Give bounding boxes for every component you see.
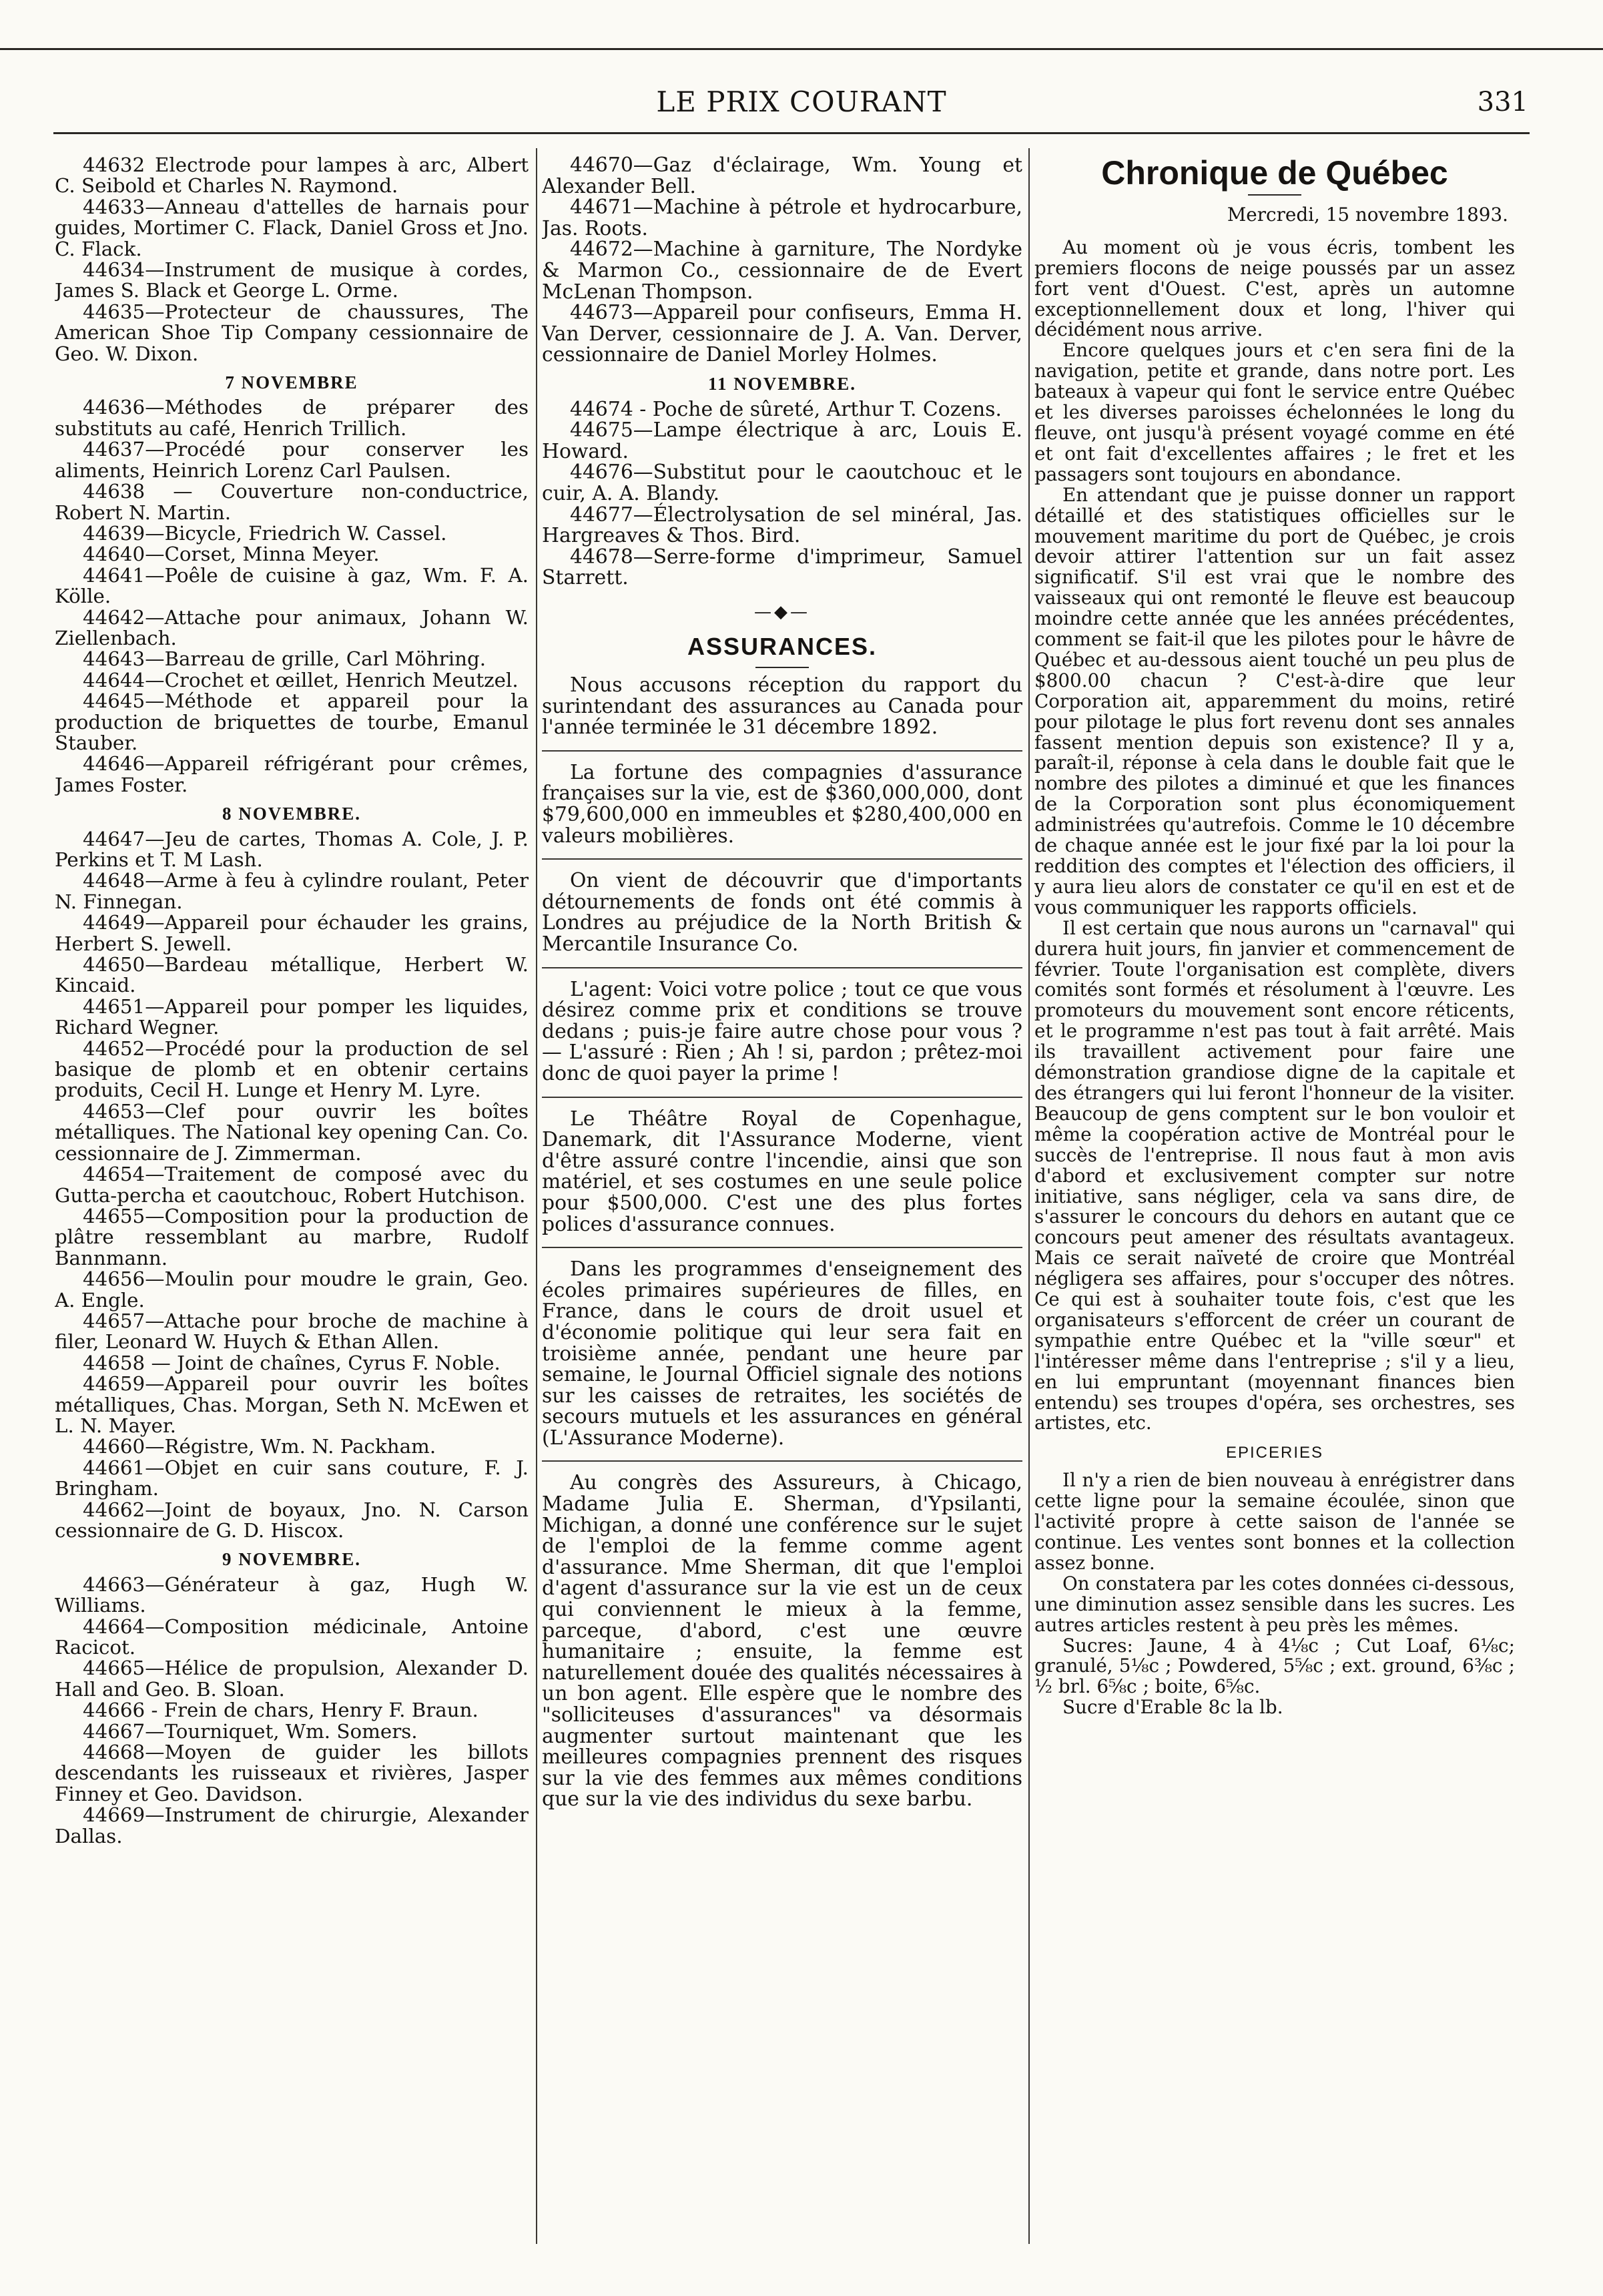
patent-entry: 44655—Composition pour la production de plâtre ressemblant au marbre, Rudolf Bannmann.	[55, 1204, 529, 1269]
patent-entry: 44653—Clef pour ouvrir les boîtes métalliques. The National key opening Can. Co. cessionnaire de J. Zimmerman.	[55, 1099, 529, 1165]
patent-entry: 44663—Générateur à gaz, Hugh W. Williams.	[55, 1572, 529, 1617]
page-top-rule	[0, 48, 1603, 50]
header-rule	[53, 132, 1530, 134]
article-paragraph: Encore quelques jours et c'en sera fini de la navigation, petite et grande, dans notre port. Les bateaux à vapeur qui font le service entre Québec et les diverses paroisses échelonnées le long du fleuve, ont jusqu'à présent voyagé comme en été et ont fait d'excellentes affaires ; le fret et les passagers sont toujours en abondance.	[1034, 339, 1515, 485]
title-rule	[1248, 194, 1301, 196]
patent-list-nov8	[55, 829, 529, 1542]
patent-entry: 44665—Hélice de propulsion, Alexander D. Hall and Geo. B. Sloan.	[55, 1657, 529, 1701]
page-number: 331	[1477, 87, 1528, 117]
date-heading: 9 NOVEMBRE.	[222, 1549, 361, 1570]
patent-entry: 44666 - Frein de chars, Henry F. Braun.	[83, 1699, 478, 1722]
patent-entry: 44646—Appareil réfrigérant pour crêmes, James Foster.	[55, 752, 529, 796]
patent-entry: 44669—Instrument de chirurgie, Alexander Dallas.	[55, 1803, 529, 1847]
patent-entry: 44648—Arme à feu à cylindre roulant, Peter N. Finnegan.	[55, 869, 529, 913]
running-head: LE PRIX COURANT	[656, 85, 947, 118]
news-item: La fortune des compagnies d'assurance françaises sur la vie, est de $360,000,000, dont $79,600,000 en immeubles et $280,400,000 en valeurs mobilières.	[542, 760, 1022, 848]
patent-entry: 44636—Méthodes de préparer des substituts au café, Henrich Trillich.	[55, 396, 529, 440]
patent-entry: 44639—Bicycle, Friedrich W. Cassel.	[83, 521, 447, 545]
dateline: Mercredi, 15 novembre 1893.	[1227, 203, 1508, 226]
news-item: L'agent: Voici votre police ; tout ce que vous désirez comme prix et conditions se trouve dedans ; puis-je faire autre chose pour vous ? — L'assuré : Rien ; Ah ! si, pardon ; prêtez-moi donc de quoi payer la prime !	[542, 977, 1022, 1085]
patent-entry: 44673—Appareil pour confiseurs, Emma H. Van Derver, cessionnaire de J. A. Van. Derver, cessionnaire de Daniel Morley Holmes.	[542, 301, 1022, 367]
column-rule-left	[536, 148, 537, 2244]
patent-entry: 44667—Tourniquet, Wm. Somers.	[83, 1719, 418, 1743]
section-ornament: —◆—	[754, 601, 810, 622]
patents-column-left	[55, 155, 529, 2244]
patent-entry: 44671—Machine à pétrole et hydrocarbure, Jas. Roots.	[542, 196, 1022, 240]
patent-entry: 44676—Substitut pour le caoutchouc et le cuir, A. A. Blandy.	[542, 461, 1022, 505]
chronique-body	[1034, 238, 1515, 1434]
patent-entry: 44642—Attache pour animaux, Johann W. Ziellenbach.	[55, 605, 529, 649]
article-paragraph: Au moment où je vous écris, tombent les premiers flocons de neige poussés par un assez fort vent d'Ouest. C'est, après un automne exceptionnellement doux et long, l'hiver qui décidément nous arrive.	[1034, 236, 1515, 341]
price-list: Sucres: Jaune, 4 à 4⅛c ; Cut Loaf, 6⅛c; granulé, 5⅛c ; Powdered, 5⅝c ; ext. ground, 6⅜c ; ½ brl. 6⅝c ; boite, 6⅝c.	[1034, 1634, 1515, 1698]
patent-entry: 44637—Procédé pour conserver les aliments, Heinrich Lorenz Carl Paulsen.	[55, 438, 529, 482]
patent-entry: 44662—Joint de boyaux, Jno. N. Carson cessionnaire de G. D. Hiscox.	[55, 1498, 529, 1542]
patent-entry: 44652—Procédé pour la production de sel basique de plomb et en obtenir certains produits, Cecil H. Lunge et Henry M. Lyre.	[55, 1037, 529, 1102]
patent-entry: 44651—Appareil pour pomper les liquides, Richard Wegner.	[55, 994, 529, 1039]
patent-list-nov11	[542, 399, 1022, 589]
epiceries-body	[1034, 1470, 1515, 1718]
patent-list-nov9	[55, 1574, 529, 1847]
patent-entry: 44634—Instrument de musique à cordes, James S. Black et George L. Orme.	[55, 258, 529, 302]
patent-entry: 44677—Électrolysation de sel minéral, Jas. Hargreaves & Thos. Bird.	[542, 503, 1022, 548]
patent-entry: 44672—Machine à garniture, The Nordyke & Marmon Co., cessionnaire de de Evert McLenan Thompson.	[542, 238, 1022, 304]
patent-list-continued	[542, 155, 1022, 366]
item-divider	[542, 1097, 1022, 1098]
patent-entry: 44656—Moulin pour moudre le grain, Geo. A. Engle.	[55, 1267, 529, 1312]
patent-entry: 44674 - Poche de sûreté, Arthur T. Cozens.	[570, 397, 1002, 421]
patent-entry: 44635—Protecteur de chaussures, The American Shoe Tip Company cessionnaire de Geo. W. Dixon.	[55, 300, 529, 365]
patent-entry: 44670—Gaz d'éclairage, Wm. Young et Alexander Bell.	[542, 155, 1022, 198]
section-title-assurances: ASSURANCES.	[687, 633, 878, 661]
article-paragraph: En attendant que je puisse donner un rapport détaillé et des statistiques officielles sur le mouvement maritime du port de Québec, je crois devoir attirer l'attention sur un fait assez significatif. S'il est vrai que le nombre des vaisseaux qui ont remonté le fleuve est beaucoup moindre cette année que les années précédentes, comment se fait-il que les pilotes pour le hâvre de Québec et au-dessous aient touché un peu plus de $800.00 chacun ? C'est-à-dire que leur Corporation ait, apparemment du moins, retiré pour pilotage le plus fort revenu dont ses annales fassent mention depuis son existence? Il y a, paraît-il, réponse à cela dans le double fait que le nombre des pilotes a diminué et que les finances de la Corporation sont plus économiquement administrées qu'autrefois. Comme le 10 décembre de chaque année est le jour fixé par la loi pour la reddition des comptes et l'élection des officiers, il y aura lieu alors de constater ce qu'il en est et de vous communiquer les rapports officiels.	[1034, 483, 1515, 918]
patent-entry: 44649—Appareil pour échauder les grains, Herbert S. Jewell.	[55, 911, 529, 955]
item-divider	[542, 750, 1022, 752]
date-heading: 8 NOVEMBRE.	[222, 804, 361, 824]
patent-list-intro	[55, 155, 529, 364]
patent-entry: 44668—Moyen de guider les billots descendants les ruisseaux et rivières, Jasper Finney et Geo. Davidson.	[55, 1741, 529, 1805]
patent-entry: 44657—Attache pour broche de machine à filer, Leonard W. Huych & Ethan Allen.	[55, 1309, 529, 1354]
news-item: Le Théâtre Royal de Copenhague, Danemark, dit l'Assurance Moderne, vient d'être assuré contre l'incendie, ainsi que son matériel, et ses costumes en une seule police pour $500,000. C'est une des plus fortes polices d'assurance connues.	[542, 1107, 1022, 1236]
section-heading-epiceries: EPICERIES	[1225, 1444, 1324, 1462]
patent-entry: 44647—Jeu de cartes, Thomas A. Cole, J. P. Perkins et T. M Lash.	[55, 827, 529, 871]
news-item: Dans les programmes d'enseignement des écoles primaires supérieures de filles, en France, dans le cours de droit usuel et d'économie politique qui leur sera fait en troisième année, pendant une heure par semaine, le Journal Officiel signale des notions sur les caisses de retraites, les sociétés de secours mutuels et les assurances en général (L'Assurance Moderne).	[542, 1257, 1022, 1450]
patent-entry: 44660—Régistre, Wm. N. Packham.	[83, 1435, 436, 1458]
patent-entry: 44644—Crochet et œillet, Henrich Meutzel.	[83, 668, 519, 691]
patent-entry: 44675—Lampe électrique à arc, Louis E. Howard.	[542, 418, 1022, 463]
date-heading: 11 NOVEMBRE.	[707, 373, 857, 394]
patent-entry: 44664—Composition médicinale, Antoine Racicot.	[55, 1615, 529, 1659]
article-paragraph: Il n'y a rien de bien nouveau à enrégistrer dans cette ligne pour la semaine écoulée, sinon que l'activité propre à cette saison de l'année se continue. Les ventes sont bonnes et la collection assez bonne.	[1034, 1469, 1515, 1574]
patent-entry: 44633—Anneau d'attelles de harnais pour guides, Mortimer C. Flack, Daniel Gross et Jno. C. Flack.	[55, 195, 529, 260]
patent-entry: 44658 — Joint de chaînes, Cyrus F. Noble.	[83, 1351, 501, 1374]
patent-entry: 44654—Traitement de composé avec du Gutta-percha et caoutchouc, Robert Hutchison.	[55, 1163, 529, 1207]
patent-entry: 44661—Objet en cuir sans couture, F. J. Bringham.	[55, 1456, 529, 1500]
chronique-column	[1034, 155, 1515, 2244]
article-title: Chronique de Québec	[1101, 155, 1448, 192]
patent-entry: 44641—Poêle de cuisine à gaz, Wm. F. A. Kölle.	[55, 563, 529, 608]
patent-entry: 44640—Corset, Minna Meyer.	[83, 543, 380, 566]
news-item: Au congrès des Assureurs, à Chicago, Madame Julia E. Sherman, d'Ypsilanti, Michigan, a donné une conférence sur le sujet de l'emploi de la femme comme agent d'assurance. Mme Sherman, dit que l'emploi d'agent d'assurance sur la vie est un de ceux qui conviennent le mieux à la femme, parceque, d'abord, c'est une œuvre humanitaire ; ensuite, la femme est naturellement douée des qualités nécessaires à un bon agent. Elle espère que le nombre des "solliciteuses d'assurances" va désormais augmenter surtout maintenant que les meilleures compagnies prennent des risques sur la vie des femmes aux mêmes conditions que sur la vie des individus du sexe barbu.	[542, 1471, 1022, 1811]
column-rule-right	[1028, 148, 1030, 2244]
patent-entry: 44632 Electrode pour lampes à arc, Albert C. Seibold et Charles N. Raymond.	[55, 155, 529, 198]
item-divider	[542, 1460, 1022, 1462]
article-paragraph: On constatera par les cotes données ci-dessous, une diminution assez sensible dans les sucres. Les autres articles restent à peu près les mêmes.	[1034, 1572, 1515, 1636]
price-list: Sucre d'Erable 8c la lb.	[1062, 1696, 1283, 1719]
item-divider	[542, 967, 1022, 968]
patent-entry: 44659—Appareil pour ouvrir les boîtes métalliques, Chas. Morgan, Seth N. McEwen et L. N. Mayer.	[55, 1372, 529, 1437]
item-divider	[542, 1247, 1022, 1248]
patent-entry: 44645—Méthode et appareil pour la production de briquettes de tourbe, Emanul Stauber.	[55, 689, 529, 754]
date-heading: 7 NOVEMBRE	[225, 372, 358, 393]
patent-entry: 44678—Serre-forme d'imprimeur, Samuel Starrett.	[542, 545, 1022, 590]
item-divider	[542, 858, 1022, 860]
patent-entry: 44643—Barreau de grille, Carl Möhring.	[83, 647, 487, 671]
article-paragraph: Il est certain que nous aurons un "carnaval" qui durera huit jours, fin janvier et commencement de février. Toute l'organisation est complète, divers comités sont formés et résolument à l'œuvre. Les promoteurs du mouvement sont encore réticents, et le programme n'est pas tout à fait arrêté. Mais ils travaillent activement pour faire une démonstration grandiose digne de la capitale et des étrangers qui lui feront l'honneur de la visiter. Beaucoup de gens comptent sur le bon vouloir et même la coopération active de Montréal pour le succès de l'entreprise. Il nous faut à mon avis d'abord et exclusivement compter sur notre initiative, sans négliger, cela va sans dire, de s'assurer le concours du dehors en autant que ce concours peut amener des résultats avantageux. Mais ce serait naïveté de croire que Montréal négligera ses affaires, pour s'occuper des nôtres. Ce qui est à souhaiter toute fois, c'est que les organisateurs s'efforcent de créer un courant de sympathie entre Québec et la "ville sœur" et l'intéresser même dans l'entreprise ; s'il y a lieu, en lui empruntant (moyennant finances bien entendu) ses troupes d'opéra, ses orchestres, ses artistes, etc.	[1034, 916, 1515, 1434]
patents-assurances-column	[542, 155, 1022, 2244]
title-rule	[755, 667, 809, 668]
patent-entry: 44650—Bardeau métallique, Herbert W. Kincaid.	[55, 953, 529, 997]
news-item: Nous accusons réception du rapport du surintendant des assurances au Canada pour l'année terminée le 31 décembre 1892.	[542, 673, 1022, 740]
news-item: On vient de découvrir que d'importants détournements de fonds ont été commis à Londres au préjudice de la North British & Mercantile Insurance Co.	[542, 869, 1022, 956]
assurances-articles	[542, 675, 1022, 1810]
patent-entry: 44638 — Couverture non-conductrice, Robert N. Martin.	[55, 480, 529, 524]
patent-list-nov7	[55, 397, 529, 796]
